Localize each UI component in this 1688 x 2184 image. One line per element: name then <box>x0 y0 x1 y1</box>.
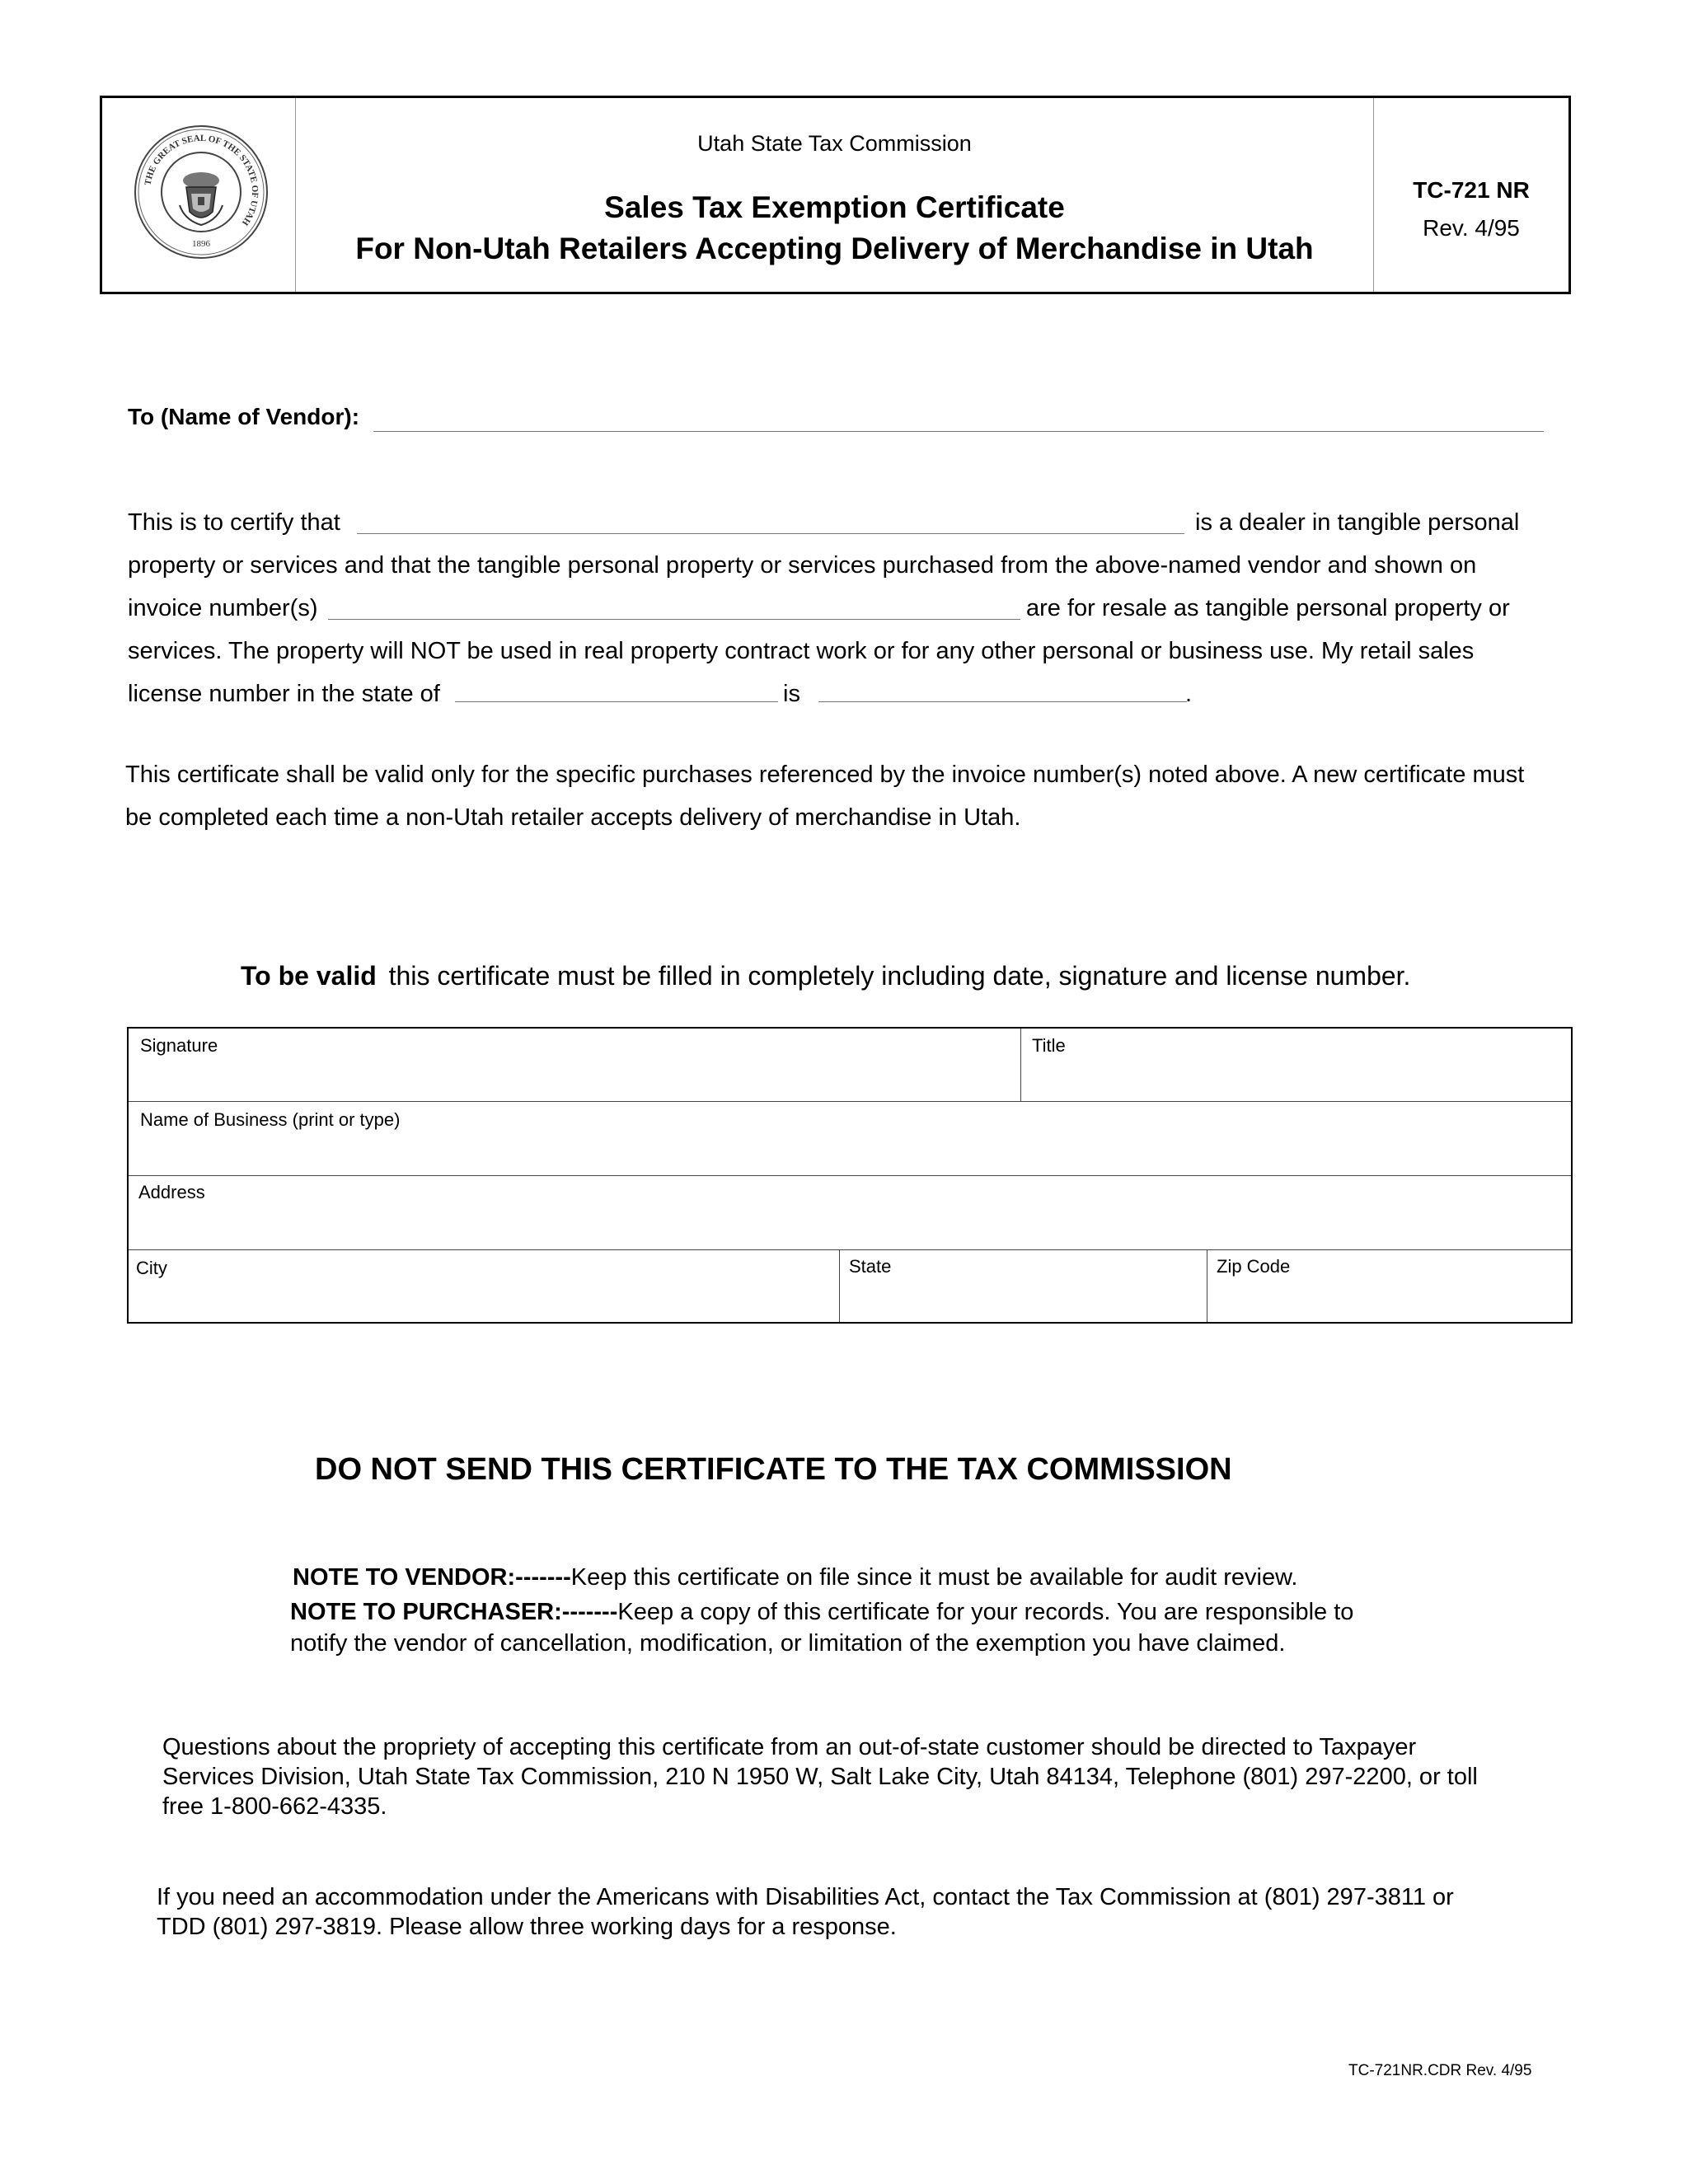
validity-line1: This certificate shall be valid only for the specific purchases referenced by the invoice number(s) noted above. A new certificate must <box>125 762 1525 788</box>
form-number-cell <box>1373 98 1568 292</box>
seal-year: 1896 <box>192 239 210 249</box>
note-to-vendor <box>293 1564 1297 1591</box>
ada-line1: If you need an accommodation under the Americans with Disabilities Act, contact the Tax Commission at (801) 297-3811 or <box>157 1884 1454 1910</box>
form-title: Sales Tax Exemption Certificate <box>604 190 1065 224</box>
dealer-name-field[interactable] <box>357 533 1184 534</box>
note-purchaser-text2: notify the vendor of cancellation, modification, or limitation of the exemption you have claimed. <box>290 1630 1286 1657</box>
note-vendor-label: NOTE TO VENDOR:------- <box>293 1564 571 1591</box>
license-is-label: is <box>783 681 800 707</box>
form-revision: Rev. 4/95 <box>1423 215 1520 241</box>
resale-text: are for resale as tangible personal property or <box>1026 595 1510 621</box>
agency-name: Utah State Tax Commission <box>697 131 972 156</box>
note-purchaser-text: Keep a copy of this certificate for your records. You are responsible to <box>617 1599 1354 1625</box>
note-vendor-text: Keep this certificate on file since it must be available for audit review. <box>570 1564 1298 1591</box>
license-period: . <box>1185 681 1193 707</box>
zip-code-field[interactable]: Zip Code <box>1217 1256 1291 1277</box>
vendor-name-field[interactable] <box>373 431 1544 432</box>
purchaser-info-table <box>127 1027 1573 1324</box>
invoice-numbers-field[interactable] <box>328 619 1020 620</box>
note-purchaser-label: NOTE TO PURCHASER:------- <box>290 1599 618 1625</box>
questions-line3: free 1-800-662-4335. <box>162 1793 387 1820</box>
valid-notice-bold: To be valid <box>241 961 377 991</box>
certify-text-line2: property or services and that the tangible personal property or services purchased from the above-named vendor and shown on <box>128 552 1477 579</box>
form-header <box>100 96 1571 294</box>
ada-line2: TDD (801) 297-3819. Please allow three working days for a response. <box>157 1914 897 1940</box>
certify-text-start: This is to certify that <box>128 509 340 536</box>
certify-text-end: is a dealer in tangible personal <box>1195 509 1520 536</box>
validity-line2: be completed each time a non-Utah retailer accepts delivery of merchandise in Utah. <box>125 804 1021 831</box>
footer-form-code: TC-721NR.CDR Rev. 4/95 <box>1348 2062 1532 2079</box>
form-number: TC-721 NR <box>1413 177 1530 203</box>
invoice-label: invoice number(s) <box>128 595 318 621</box>
questions-line2: Services Division, Utah State Tax Commission, 210 N 1950 W, Salt Lake City, Utah 84134, Telephone (801) 297-2200, or toll <box>162 1764 1478 1790</box>
license-state-field[interactable] <box>455 701 778 702</box>
note-to-purchaser <box>290 1599 1353 1626</box>
questions-line1: Questions about the propriety of accepting this certificate from an out-of-state customer should be directed to Taxpayer <box>162 1734 1417 1760</box>
title-field[interactable]: Title <box>1032 1035 1066 1056</box>
signature-field[interactable]: Signature <box>140 1035 218 1056</box>
valid-notice-rest: this certificate must be filled in completely including date, signature and license number. <box>388 961 1411 991</box>
state-field[interactable]: State <box>849 1256 892 1277</box>
seal-cell <box>102 98 296 292</box>
utah-state-seal-icon <box>132 123 270 261</box>
business-name-field[interactable]: Name of Business (print or type) <box>140 1109 401 1130</box>
form-subtitle: For Non-Utah Retailers Accepting Delivery of Merchandise in Utah <box>355 232 1314 265</box>
license-number-field[interactable] <box>818 701 1187 702</box>
seal-text: THE GREAT SEAL OF THE STATE OF UTAH <box>143 133 260 227</box>
certify-text-line4: services. The property will NOT be used in real property contract work or for any other personal or business use. My retail sales <box>128 638 1475 664</box>
valid-notice <box>241 961 1410 991</box>
city-field[interactable]: City <box>136 1258 167 1278</box>
address-field[interactable]: Address <box>138 1182 205 1202</box>
do-not-send-warning: DO NOT SEND THIS CERTIFICATE TO THE TAX COMMISSION <box>315 1452 1232 1487</box>
vendor-label: To (Name of Vendor): <box>128 404 360 429</box>
license-state-label: license number in the state of <box>128 681 440 707</box>
